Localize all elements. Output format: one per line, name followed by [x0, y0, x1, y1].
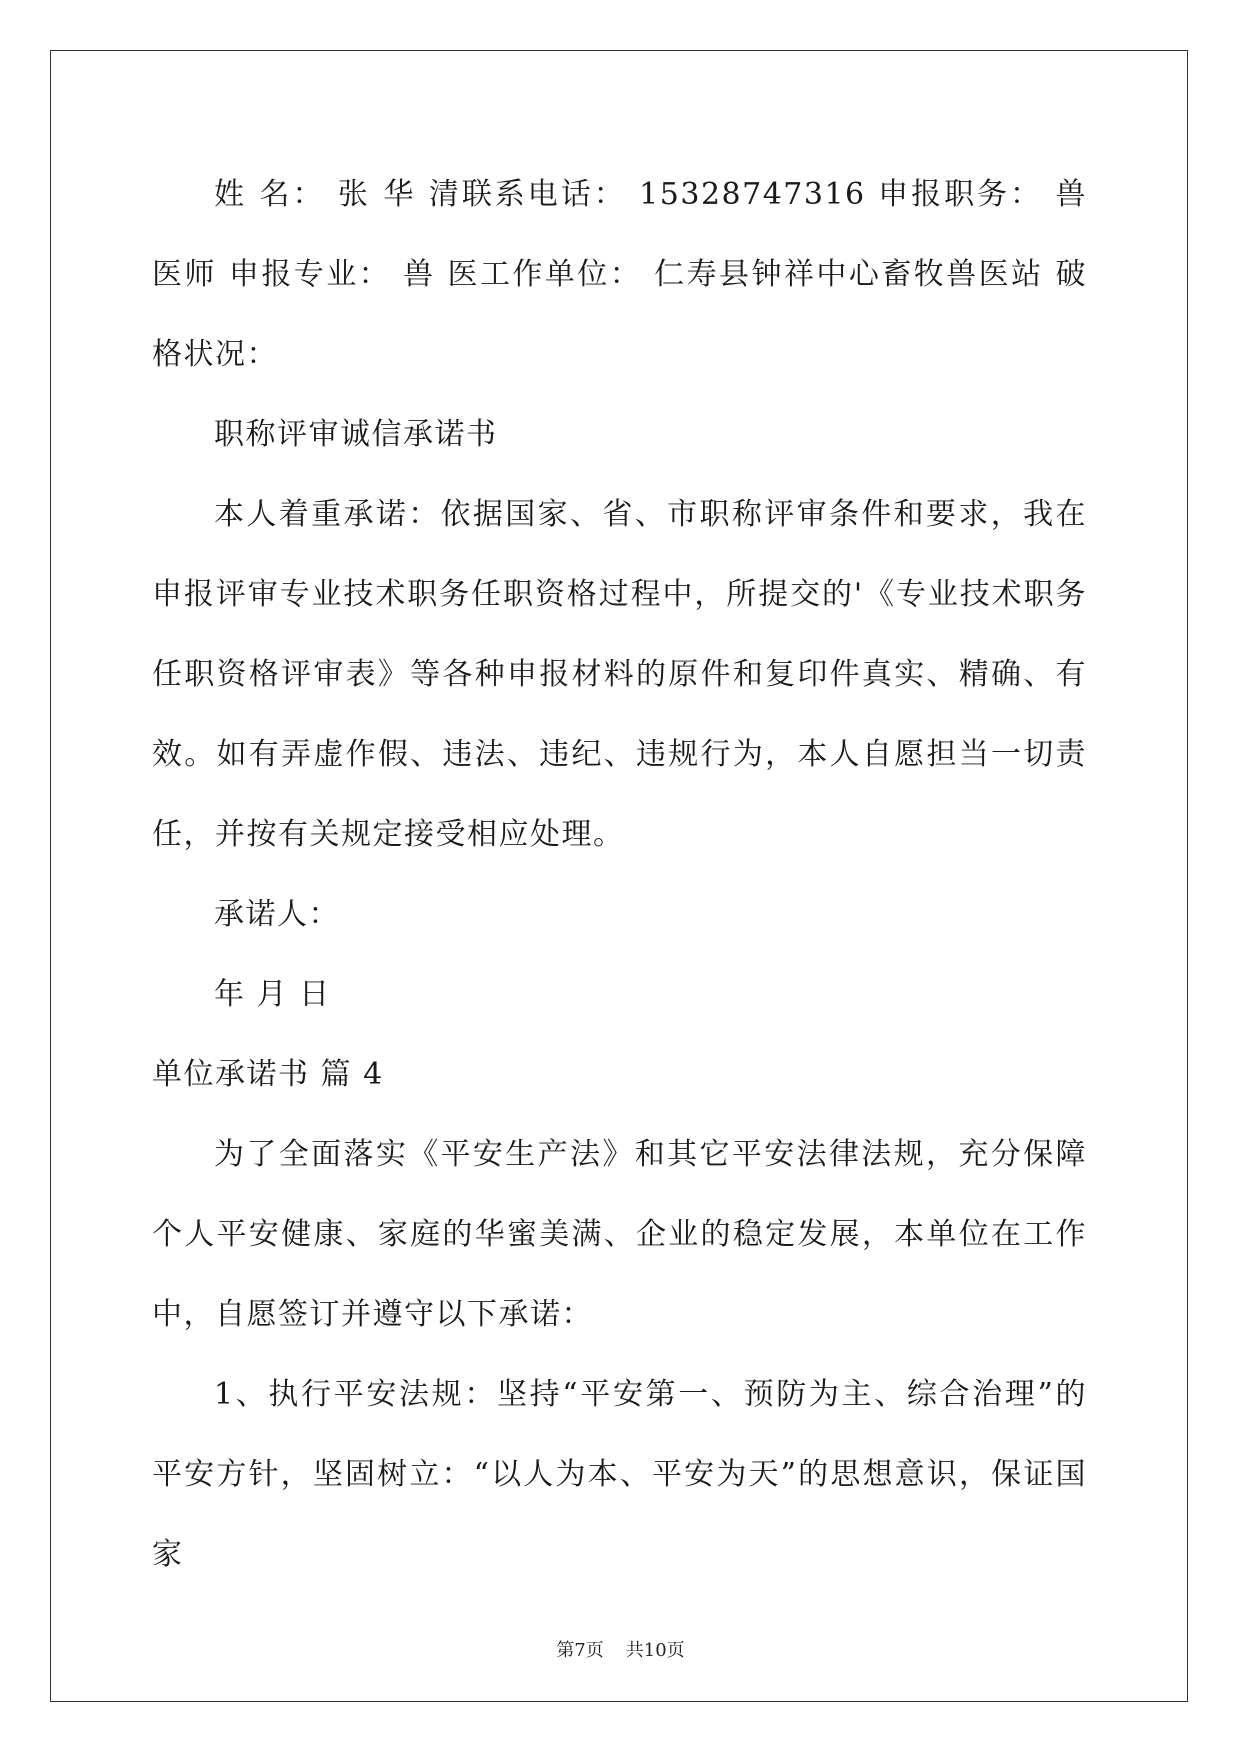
page-footer: [0, 1636, 1241, 1662]
applicant-info-paragraph: 姓 名： 张 华 清联系电话： 15328747316 申报职务： 兽 医师 申报专业： 兽 医工作单位： 仁寿县钟祥中心畜牧兽医站 破格状况：: [152, 177, 1087, 372]
date-label: 年 月 日: [214, 977, 331, 1012]
pledge-body-paragraph: 本人着重承诺：依据国家、省、市职称评审条件和要求，我在申报评审专业技术职务任职资格过程中，所提交的'《专业技术职务任职资格评审表》等各种申报材料的原件和复印件真实、精确、有效。如有弄虚作假、违法、违纪、违规行为，本人自愿担当一切责任，并按有关规定接受相应处理。: [152, 497, 1087, 852]
unit-intro-paragraph: 为了全面落实《平安生产法》和其它平安法律法规，充分保障个人平安健康、家庭的华蜜美满、企业的稳定发展，本单位在工作中，自愿签订并遵守以下承诺：: [152, 1137, 1087, 1332]
page-number-current: 第7页: [556, 1640, 604, 1661]
pledge-title: 职称评审诚信承诺书: [214, 417, 498, 452]
page-number-total: 共10页: [625, 1640, 685, 1661]
section-heading: 单位承诺书 篇 4: [152, 1057, 384, 1092]
pledger-label: 承诺人：: [214, 897, 340, 932]
document-body: [152, 155, 1087, 1595]
item-1-paragraph: 1、执行平安法规：坚持“平安第一、预防为主、综合治理”的平安方针，坚固树立：“以人为本、平安为天”的思想意识，保证国家: [152, 1377, 1087, 1572]
